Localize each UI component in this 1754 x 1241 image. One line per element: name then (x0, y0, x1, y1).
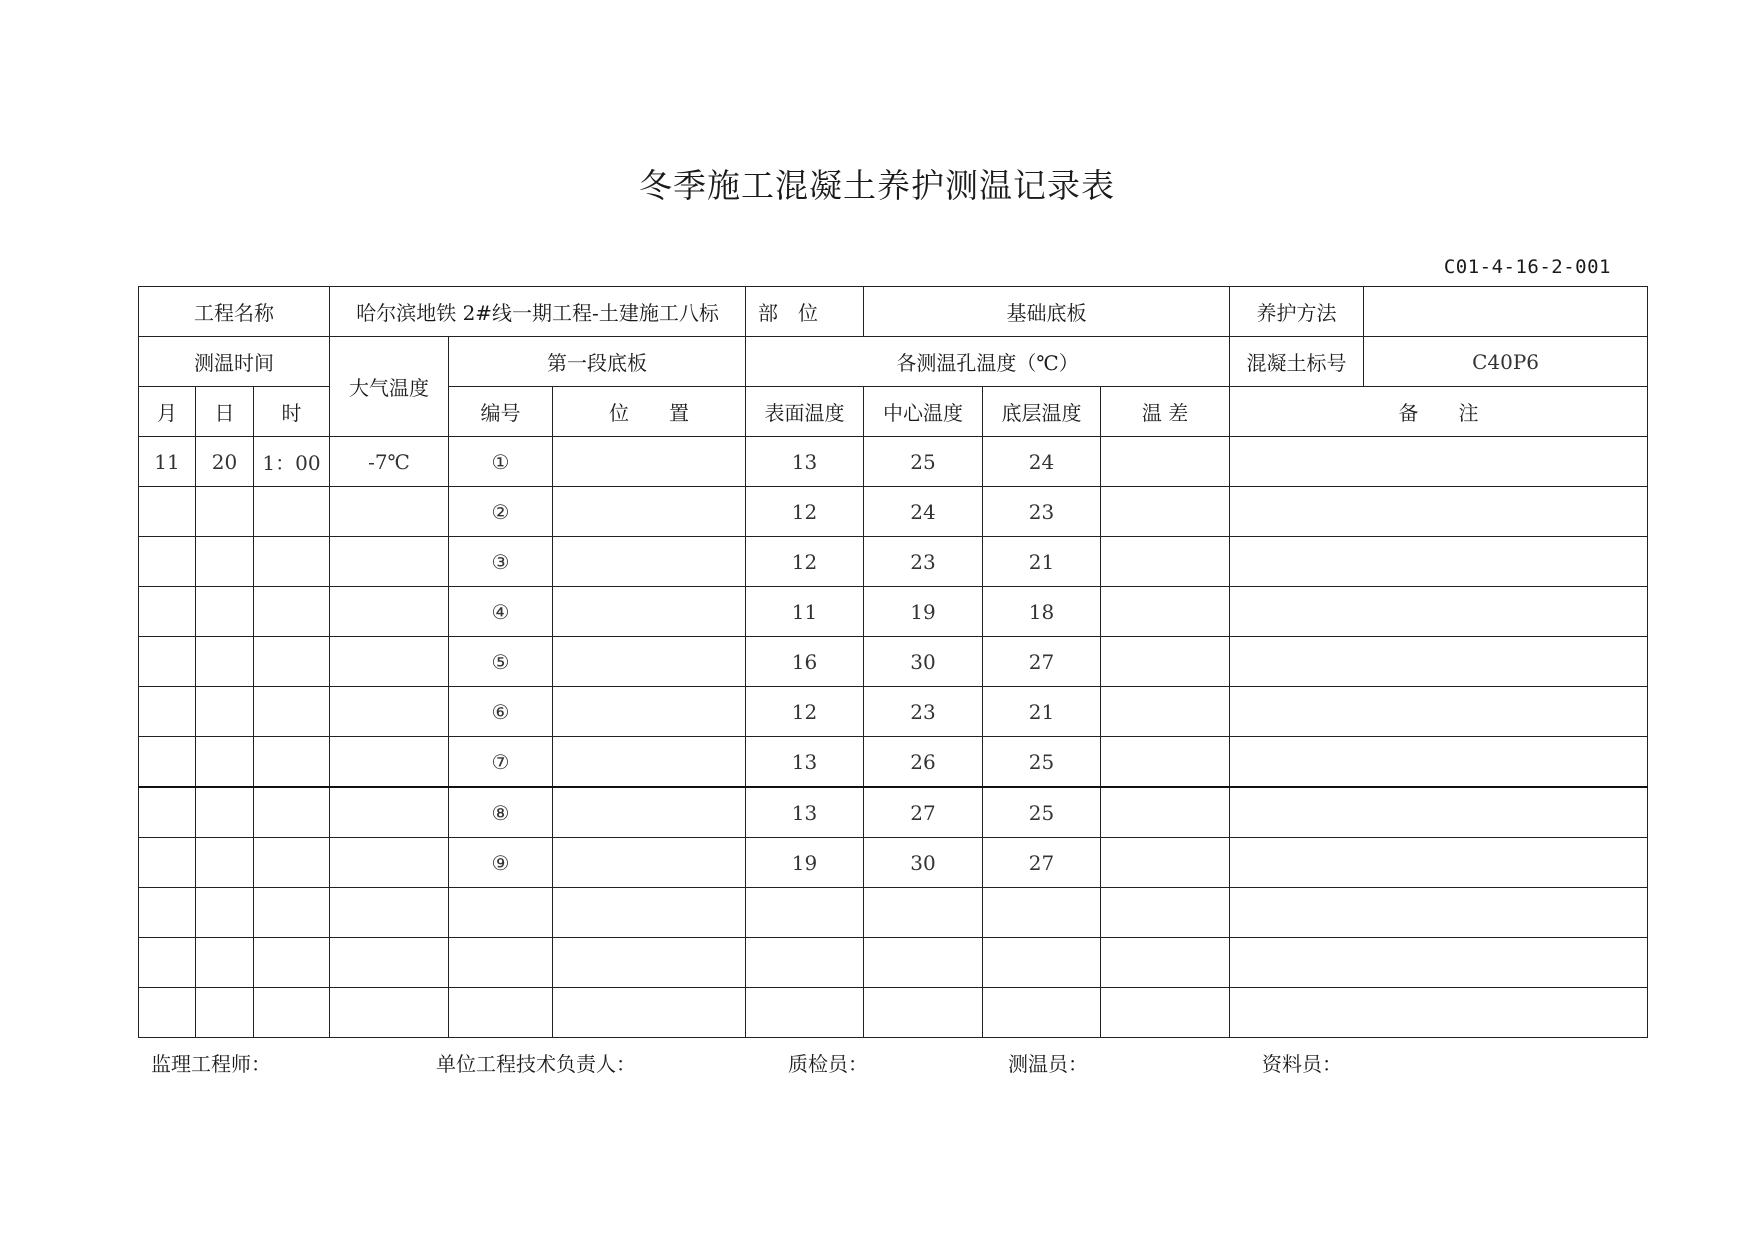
tech-lead-signature-label: 单位工程技术负责人： (436, 1052, 636, 1076)
cell-remark (1230, 737, 1648, 788)
cell-month (139, 838, 196, 888)
cell-number: ⑤ (449, 637, 553, 687)
cell-temp-diff (1101, 587, 1230, 637)
cell-air-temp (330, 687, 449, 737)
cell-remark (1230, 437, 1648, 487)
cell-center-temp: 24 (864, 487, 983, 537)
table-row (139, 888, 1648, 938)
cell-temp-diff (1101, 838, 1230, 888)
cell-center-temp: 23 (864, 537, 983, 587)
cell-day (196, 487, 254, 537)
cell-surface-temp: 13 (746, 787, 864, 838)
cell-surface-temp: 12 (746, 487, 864, 537)
cell-position (553, 988, 746, 1038)
cell-surface-temp: 19 (746, 838, 864, 888)
cell-month: 11 (139, 437, 196, 487)
concrete-grade-value: C40P6 (1364, 337, 1648, 387)
cell-center-temp: 23 (864, 687, 983, 737)
cell-center-temp: 30 (864, 838, 983, 888)
cell-number: ⑦ (449, 737, 553, 788)
cell-remark (1230, 637, 1648, 687)
cell-hour (254, 487, 330, 537)
cell-day (196, 888, 254, 938)
table-row (139, 737, 1648, 788)
cell-air-temp (330, 737, 449, 788)
table-row (139, 988, 1648, 1038)
cell-remark (1230, 537, 1648, 587)
cell-air-temp: -7℃ (330, 437, 449, 487)
col-month: 月 (139, 387, 196, 437)
cell-remark (1230, 587, 1648, 637)
cell-air-temp (330, 888, 449, 938)
cell-remark (1230, 787, 1648, 838)
cell-position (553, 787, 746, 838)
hole-temperature-label: 各测温孔温度（℃） (746, 337, 1230, 387)
table-row (139, 787, 1648, 838)
cell-surface-temp (746, 938, 864, 988)
col-day: 日 (196, 387, 254, 437)
cell-position (553, 687, 746, 737)
cell-bottom-temp (983, 888, 1101, 938)
cell-air-temp (330, 587, 449, 637)
cell-remark (1230, 938, 1648, 988)
air-temperature-label: 大气温度 (330, 337, 449, 437)
cell-air-temp (330, 938, 449, 988)
cell-center-temp: 30 (864, 637, 983, 687)
cell-bottom-temp: 25 (983, 737, 1101, 788)
cell-air-temp (330, 637, 449, 687)
cell-remark (1230, 687, 1648, 737)
cell-number: ① (449, 437, 553, 487)
cell-month (139, 988, 196, 1038)
table-row (139, 838, 1648, 888)
cell-hour (254, 838, 330, 888)
cell-month (139, 737, 196, 788)
cell-position (553, 537, 746, 587)
cell-number: ③ (449, 537, 553, 587)
cell-day (196, 587, 254, 637)
table-row (139, 537, 1648, 587)
cell-position (553, 487, 746, 537)
temperature-record-table (138, 286, 1648, 1038)
table-row (139, 938, 1648, 988)
cell-center-temp: 26 (864, 737, 983, 788)
cell-day (196, 938, 254, 988)
cell-bottom-temp: 25 (983, 787, 1101, 838)
inspector-signature-label: 质检员： (788, 1052, 868, 1076)
cell-number: ④ (449, 587, 553, 637)
cell-center-temp: 19 (864, 587, 983, 637)
page-title: 冬季施工混凝土养护测温记录表 (639, 166, 1115, 205)
cell-surface-temp (746, 888, 864, 938)
part-value: 基础底板 (864, 287, 1230, 337)
project-name-value: 哈尔滨地铁 2#线一期工程-土建施工八标 (330, 287, 746, 337)
cell-month (139, 938, 196, 988)
cell-bottom-temp: 21 (983, 687, 1101, 737)
cell-day (196, 687, 254, 737)
cell-month (139, 587, 196, 637)
cell-bottom-temp: 23 (983, 487, 1101, 537)
project-name-label: 工程名称 (139, 287, 330, 337)
cell-position (553, 888, 746, 938)
cell-day (196, 988, 254, 1038)
measure-time-label: 测温时间 (139, 337, 330, 387)
cell-surface-temp: 16 (746, 637, 864, 687)
cell-position (553, 737, 746, 788)
table-row (139, 437, 1648, 487)
cell-hour (254, 787, 330, 838)
cell-temp-diff (1101, 938, 1230, 988)
cell-month (139, 537, 196, 587)
col-number: 编号 (449, 387, 553, 437)
cell-center-temp (864, 938, 983, 988)
cell-bottom-temp: 24 (983, 437, 1101, 487)
cell-number: ⑧ (449, 787, 553, 838)
cell-center-temp: 25 (864, 437, 983, 487)
cell-surface-temp (746, 988, 864, 1038)
cell-temp-diff (1101, 988, 1230, 1038)
cell-center-temp (864, 888, 983, 938)
cell-day (196, 737, 254, 788)
cell-number (449, 888, 553, 938)
cell-bottom-temp: 27 (983, 838, 1101, 888)
part-label: 部 位 (746, 287, 864, 337)
col-remark: 备 注 (1230, 387, 1648, 437)
cell-hour (254, 888, 330, 938)
curing-method-label: 养护方法 (1230, 287, 1364, 337)
cell-temp-diff (1101, 737, 1230, 788)
cell-number: ⑥ (449, 687, 553, 737)
cell-temp-diff (1101, 637, 1230, 687)
concrete-grade-label: 混凝土标号 (1230, 337, 1364, 387)
cell-month (139, 888, 196, 938)
cell-month (139, 787, 196, 838)
cell-number (449, 938, 553, 988)
cell-hour: 1：00 (254, 437, 330, 487)
cell-temp-diff (1101, 437, 1230, 487)
cell-number: ② (449, 487, 553, 537)
cell-position (553, 838, 746, 888)
cell-position (553, 938, 746, 988)
thermometrist-signature-label: 测温员： (1008, 1052, 1088, 1076)
col-center-temp: 中心温度 (864, 387, 983, 437)
header-row-project (139, 287, 1648, 337)
cell-number (449, 988, 553, 1038)
cell-temp-diff (1101, 487, 1230, 537)
col-hour: 时 (254, 387, 330, 437)
cell-hour (254, 637, 330, 687)
cell-hour (254, 687, 330, 737)
cell-day: 20 (196, 437, 254, 487)
cell-bottom-temp (983, 988, 1101, 1038)
cell-hour (254, 737, 330, 788)
document-code: C01-4-16-2-001 (1443, 256, 1611, 278)
curing-method-value (1364, 287, 1648, 337)
cell-surface-temp: 12 (746, 687, 864, 737)
cell-month (139, 637, 196, 687)
cell-air-temp (330, 838, 449, 888)
section-label: 第一段底板 (449, 337, 746, 387)
cell-temp-diff (1101, 537, 1230, 587)
cell-temp-diff (1101, 687, 1230, 737)
cell-hour (254, 988, 330, 1038)
cell-hour (254, 537, 330, 587)
cell-air-temp (330, 537, 449, 587)
cell-hour (254, 587, 330, 637)
cell-air-temp (330, 487, 449, 537)
cell-number: ⑨ (449, 838, 553, 888)
table-row (139, 587, 1648, 637)
col-position: 位 置 (553, 387, 746, 437)
cell-position (553, 637, 746, 687)
cell-center-temp: 27 (864, 787, 983, 838)
cell-day (196, 787, 254, 838)
cell-surface-temp: 12 (746, 537, 864, 587)
cell-remark (1230, 988, 1648, 1038)
table-row (139, 487, 1648, 537)
cell-surface-temp: 11 (746, 587, 864, 637)
col-bottom-temp: 底层温度 (983, 387, 1101, 437)
cell-day (196, 537, 254, 587)
cell-bottom-temp: 21 (983, 537, 1101, 587)
cell-hour (254, 938, 330, 988)
cell-bottom-temp: 18 (983, 587, 1101, 637)
cell-bottom-temp: 27 (983, 637, 1101, 687)
cell-center-temp (864, 988, 983, 1038)
cell-remark (1230, 888, 1648, 938)
cell-month (139, 487, 196, 537)
cell-remark (1230, 487, 1648, 537)
table-row (139, 687, 1648, 737)
supervisor-signature-label: 监理工程师： (151, 1052, 271, 1076)
cell-day (196, 637, 254, 687)
cell-temp-diff (1101, 787, 1230, 838)
cell-month (139, 687, 196, 737)
cell-position (553, 587, 746, 637)
table-row (139, 637, 1648, 687)
cell-day (196, 838, 254, 888)
cell-remark (1230, 838, 1648, 888)
cell-position (553, 437, 746, 487)
col-temp-diff: 温 差 (1101, 387, 1230, 437)
cell-bottom-temp (983, 938, 1101, 988)
cell-air-temp (330, 988, 449, 1038)
header-row-groups (139, 337, 1648, 387)
col-surface-temp: 表面温度 (746, 387, 864, 437)
archivist-signature-label: 资料员： (1262, 1052, 1342, 1076)
cell-surface-temp: 13 (746, 737, 864, 788)
cell-surface-temp: 13 (746, 437, 864, 487)
cell-air-temp (330, 787, 449, 838)
cell-temp-diff (1101, 888, 1230, 938)
